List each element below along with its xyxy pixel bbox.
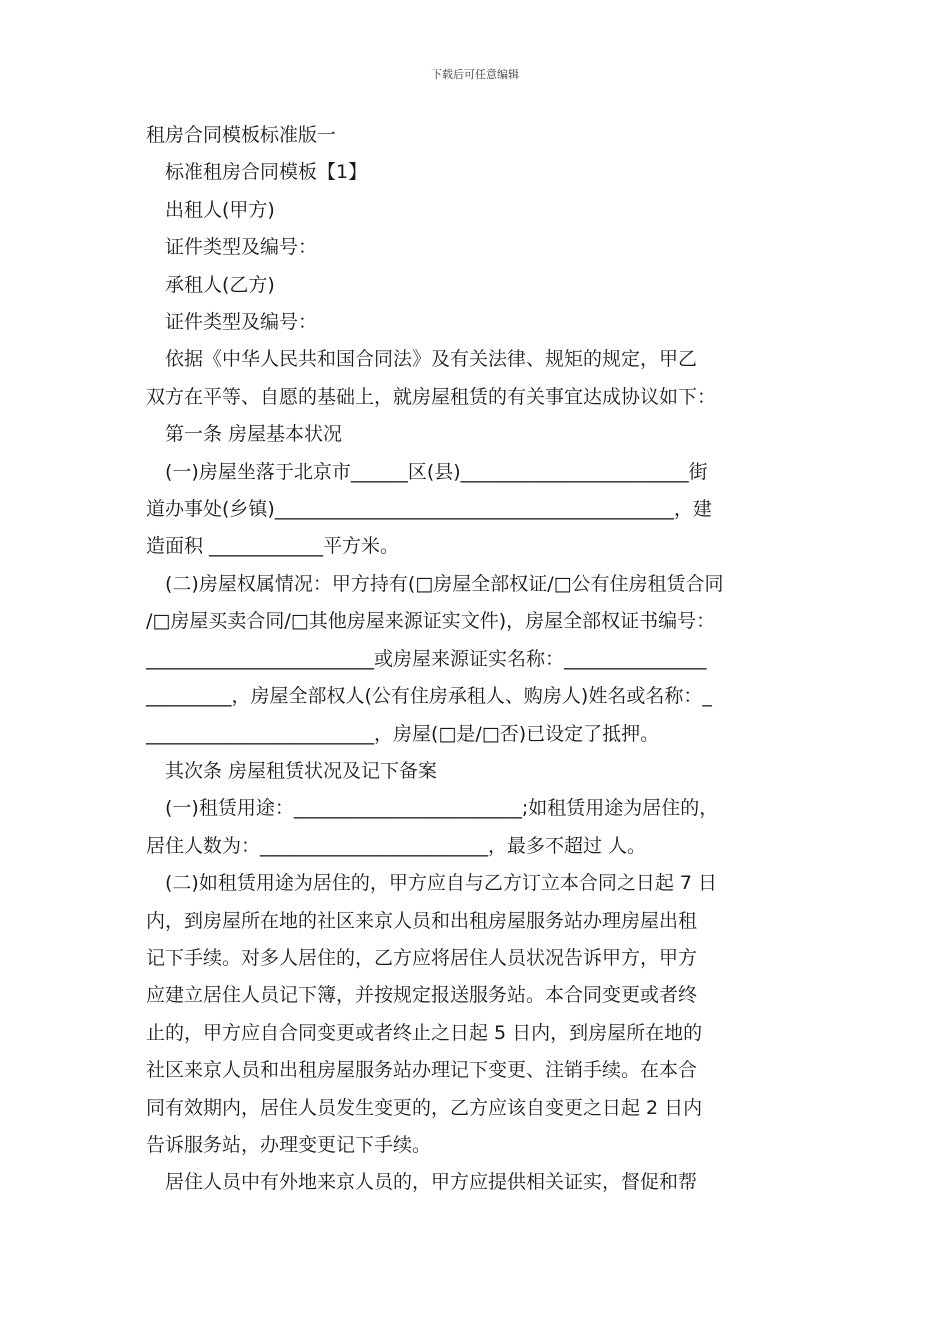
text-line: 社区来京人员和出租房屋服务站办理记下变更、注销手续。在本合 <box>146 1059 698 1082</box>
text-line: 告诉服务站，办理变更记下手续。 <box>146 1133 432 1156</box>
text-line: (二)如租赁用途为居住的，甲方应自与乙方订立本合同之日起 7 日 <box>165 872 717 895</box>
text-line: /□房屋买卖合同/□其他房屋来源证实文件)，房屋全部权证书编号： <box>146 610 716 633</box>
text-line: ________________________，房屋(□是/□否)已设定了抵押。 <box>146 722 660 745</box>
text-line: (二)房屋权属情况：甲方持有(□房屋全部权证/□公有住房租赁合同 <box>165 572 724 595</box>
text-line: _________，房屋全部权人(公有住房承租人、购房人)姓名或名称：_ <box>146 685 712 708</box>
text-line: (一)房屋坐落于北京市______区(县)________________________街 <box>165 460 708 483</box>
paragraph-basis <box>146 341 806 416</box>
text-line: (一)租赁用途：________________________;如租赁用途为居住的， <box>165 797 719 820</box>
paragraph-lessee: 承租人(乙方) <box>165 273 275 296</box>
text-line: 应建立居住人员记下簿，并按规定报送服务站。本合同变更或者终 <box>146 984 698 1007</box>
text-line: 内，到房屋所在地的社区来京人员和出租房屋服务站办理房屋出租 <box>146 909 698 932</box>
text-line: 止的，甲方应自合同变更或者终止之日起 5 日内，到房屋所在地的 <box>146 1021 703 1044</box>
document-title: 租房合同模板标准版一 <box>146 124 337 146</box>
text-line: 造面积 ____________平方米。 <box>146 535 400 558</box>
paragraph-usage <box>146 790 806 865</box>
paragraph-location <box>146 454 806 566</box>
text-line: 同有效期内，居住人员发生变更的，乙方应该自变更之日起 2 日内 <box>146 1096 703 1119</box>
paragraph-registration <box>146 865 806 1164</box>
article-2-heading: 其次条 房屋租赁状况及记下备案 <box>165 759 438 782</box>
paragraph-nonlocal-residents: 居住人员中有外地来京人员的，甲方应提供相关证实，督促和帮 <box>165 1171 698 1194</box>
paragraph-lessor: 出租人(甲方) <box>165 198 275 221</box>
paragraph-subtitle: 标准租房合同模板【1】 <box>165 161 368 184</box>
paragraph-ownership <box>146 566 806 753</box>
paragraph-lessor-id: 证件类型及编号： <box>165 236 318 259</box>
document-body <box>146 117 806 1202</box>
text-line: 居住人数为：________________________，最多不超过 人。 <box>146 834 647 857</box>
text-line: 道办事处(乡镇)__________________________________________，建 <box>146 498 712 521</box>
text-line: 双方在平等、自愿的基础上，就房屋租赁的有关事宜达成协议如下： <box>146 385 717 408</box>
paragraph-lessee-id: 证件类型及编号： <box>165 311 318 334</box>
article-1-heading: 第一条 房屋基本状况 <box>165 423 343 446</box>
text-line: 记下手续。对多人居住的，乙方应将居住人员状况告诉甲方，甲方 <box>146 946 698 969</box>
text-line: ________________________或房屋来源证实名称：_______________ <box>146 647 707 670</box>
text-line: 依据《中华人民共和国合同法》及有关法律、规矩的规定，甲乙 <box>165 348 698 371</box>
page-header: 下载后可任意编辑 <box>431 68 519 81</box>
